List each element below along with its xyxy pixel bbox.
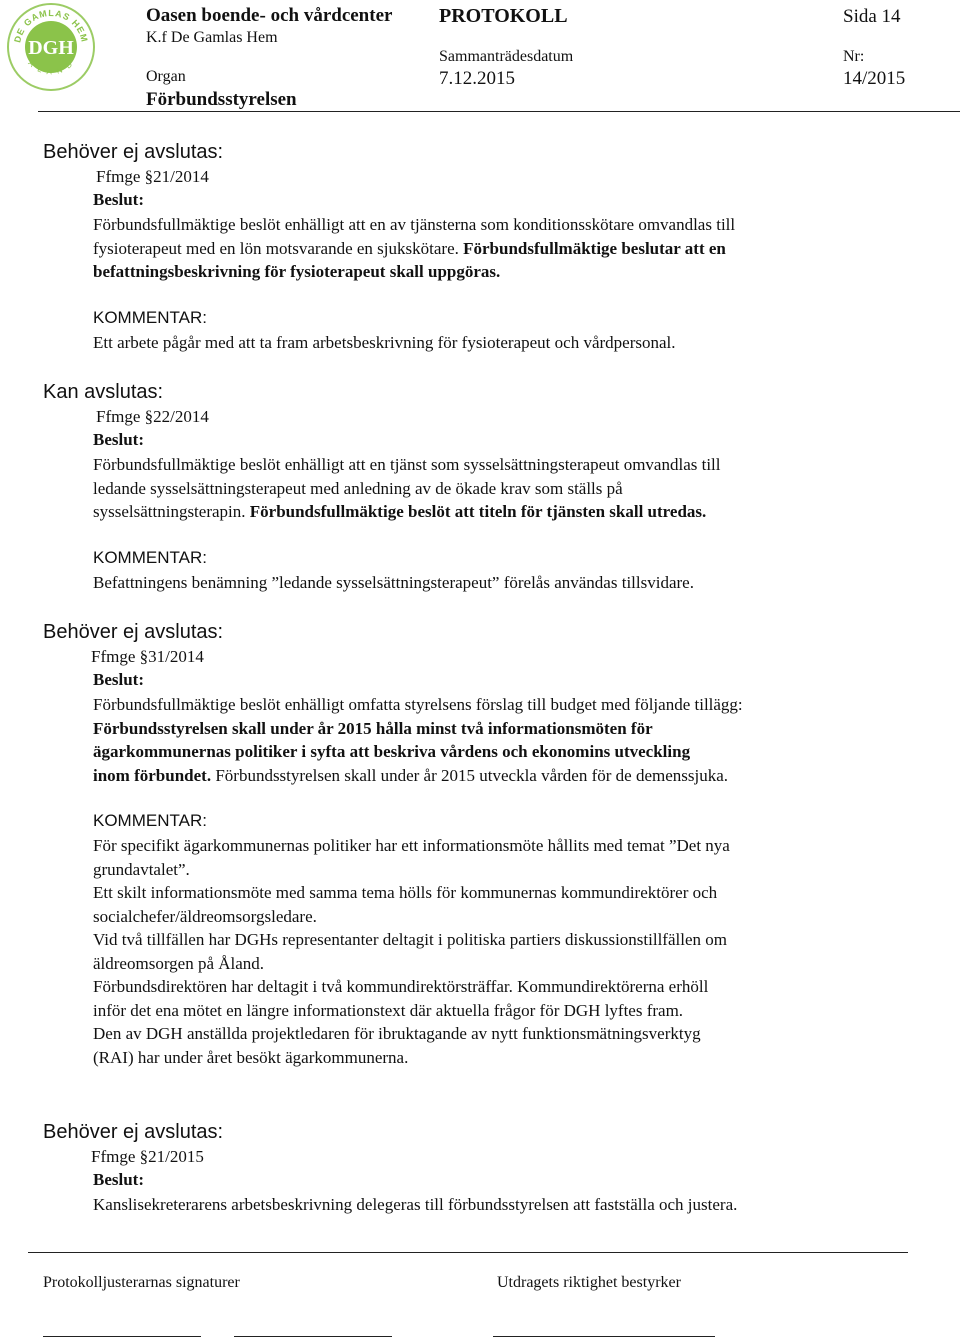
nr-value: 14/2015 xyxy=(843,68,906,89)
kommentar-text: Ett arbete pågår med att ta fram arbetsbeskrivning för fysioterapeut och vårdpersonal. xyxy=(93,333,676,352)
footer-certify-label: Utdragets riktighet bestyrker xyxy=(497,1274,681,1291)
organ-label: Organ xyxy=(146,68,186,85)
kommentar-text: För specifikt ägarkommunernas politiker har ett informationsmöte hållits med temat ”Det nya grundavtalet”. Ett skilt informationsmöte med samma tema hölls för kommunernas kommundirektörer och socialchefer/äldreomsorgsledare. Vid två tillfällen har DGHs representanter deltagit i politiska partiers diskussionstillfällen om äldreomsorgen på Åland. Förbundsdirektören har deltagit i två kommundirektörsträffar. Kommundirektörerna erhöll inför det ena mötet en längre informationstext där aktuella frågor för DGH lyftes fram. Den av DGH anställda projektledaren för ibruktagande av nytt funktionsmätningsverktyg (RAI) har under året besökt ägarkommunerna. xyxy=(93,836,730,1067)
kommentar-text: Befattningens benämning ”ledande sysselsättningsterapeut” förelås användas tillsvidare. xyxy=(93,573,694,592)
beslut-text: Förbundsfullmäktige beslöt enhälligt omfatta styrelsens förslag till budget med följande tillägg: Förbundsstyrelsen skall under år 2015 hålla minst två informationsmöten för ägarkommunernas politiker i syfta att beskriva vårdens och ekonomins utveckling inom förbundet. Förbundsstyrelsen skall under år 2015 utveckla vården för de demenssjuka. xyxy=(93,695,743,785)
beslut-text: Förbundsfullmäktige beslöt enhälligt att en av tjänsterna som konditionsskötare omvandlas till fysioterapeut med en lön motsvarande en sjukskötare. Förbundsfullmäktige beslutar att en befattningsbeskrivning för fysioterapeut skall uppgöras. xyxy=(93,215,736,281)
logo-top-text: DE GAMLAS HEM xyxy=(12,7,90,44)
kommentar-label: KOMMENTAR: xyxy=(93,548,207,567)
section-reference: Ffmge §21/2014 xyxy=(96,167,209,186)
section-heading: Behöver ej avslutas: xyxy=(43,141,224,163)
beslut-label: Beslut: xyxy=(93,190,144,209)
section-heading: Kan avslutas: xyxy=(43,381,164,403)
dgh-logo xyxy=(6,2,96,92)
beslut-label: Beslut: xyxy=(93,430,144,449)
signature-line xyxy=(234,1336,392,1337)
org-sub: K.f De Gamlas Hem xyxy=(146,29,278,46)
logo-bottom-text: Å L A N D xyxy=(26,58,76,77)
date-label: Sammanträdesdatum xyxy=(439,48,574,65)
page-number: Sida 14 xyxy=(843,6,901,27)
kommentar-label: KOMMENTAR: xyxy=(93,811,207,830)
beslut-text: Förbundsfullmäktige beslöt enhälligt att en tjänst som sysselsättningsterapeut omvandlas till ledande sysselsättningsterapeut med anledning av de ökade krav som ställs på sysselsättningsterapin. Förbundsfullmäktige beslöt att titeln för tjänsten skall utredas. xyxy=(93,455,721,521)
nr-label: Nr: xyxy=(843,48,865,65)
footer-divider xyxy=(28,1252,908,1253)
signature-line xyxy=(43,1336,201,1337)
logo-monogram: DGH xyxy=(28,37,74,59)
beslut-label: Beslut: xyxy=(93,670,144,689)
beslut-text: Kanslisekreterarens arbetsbeskrivning delegeras till förbundsstyrelsen att fastställa och justera. xyxy=(93,1195,738,1214)
kommentar-label: KOMMENTAR: xyxy=(93,308,207,327)
beslut-label: Beslut: xyxy=(93,1170,144,1189)
section-heading: Behöver ej avslutas: xyxy=(43,1121,224,1143)
section-reference: Ffmge §22/2014 xyxy=(96,407,209,426)
org-name: Oasen boende- och vårdcenter xyxy=(146,5,393,26)
section-reference: Ffmge §31/2014 xyxy=(91,647,204,666)
footer-signatures-label: Protokolljusterarnas signaturer xyxy=(43,1274,240,1291)
section-heading: Behöver ej avslutas: xyxy=(43,621,224,643)
organ-value: Förbundsstyrelsen xyxy=(146,89,297,110)
doc-type: PROTOKOLL xyxy=(439,5,568,27)
signature-line xyxy=(493,1336,715,1337)
header-divider xyxy=(38,111,960,112)
date-value: 7.12.2015 xyxy=(439,68,515,89)
section-reference: Ffmge §21/2015 xyxy=(91,1147,204,1166)
